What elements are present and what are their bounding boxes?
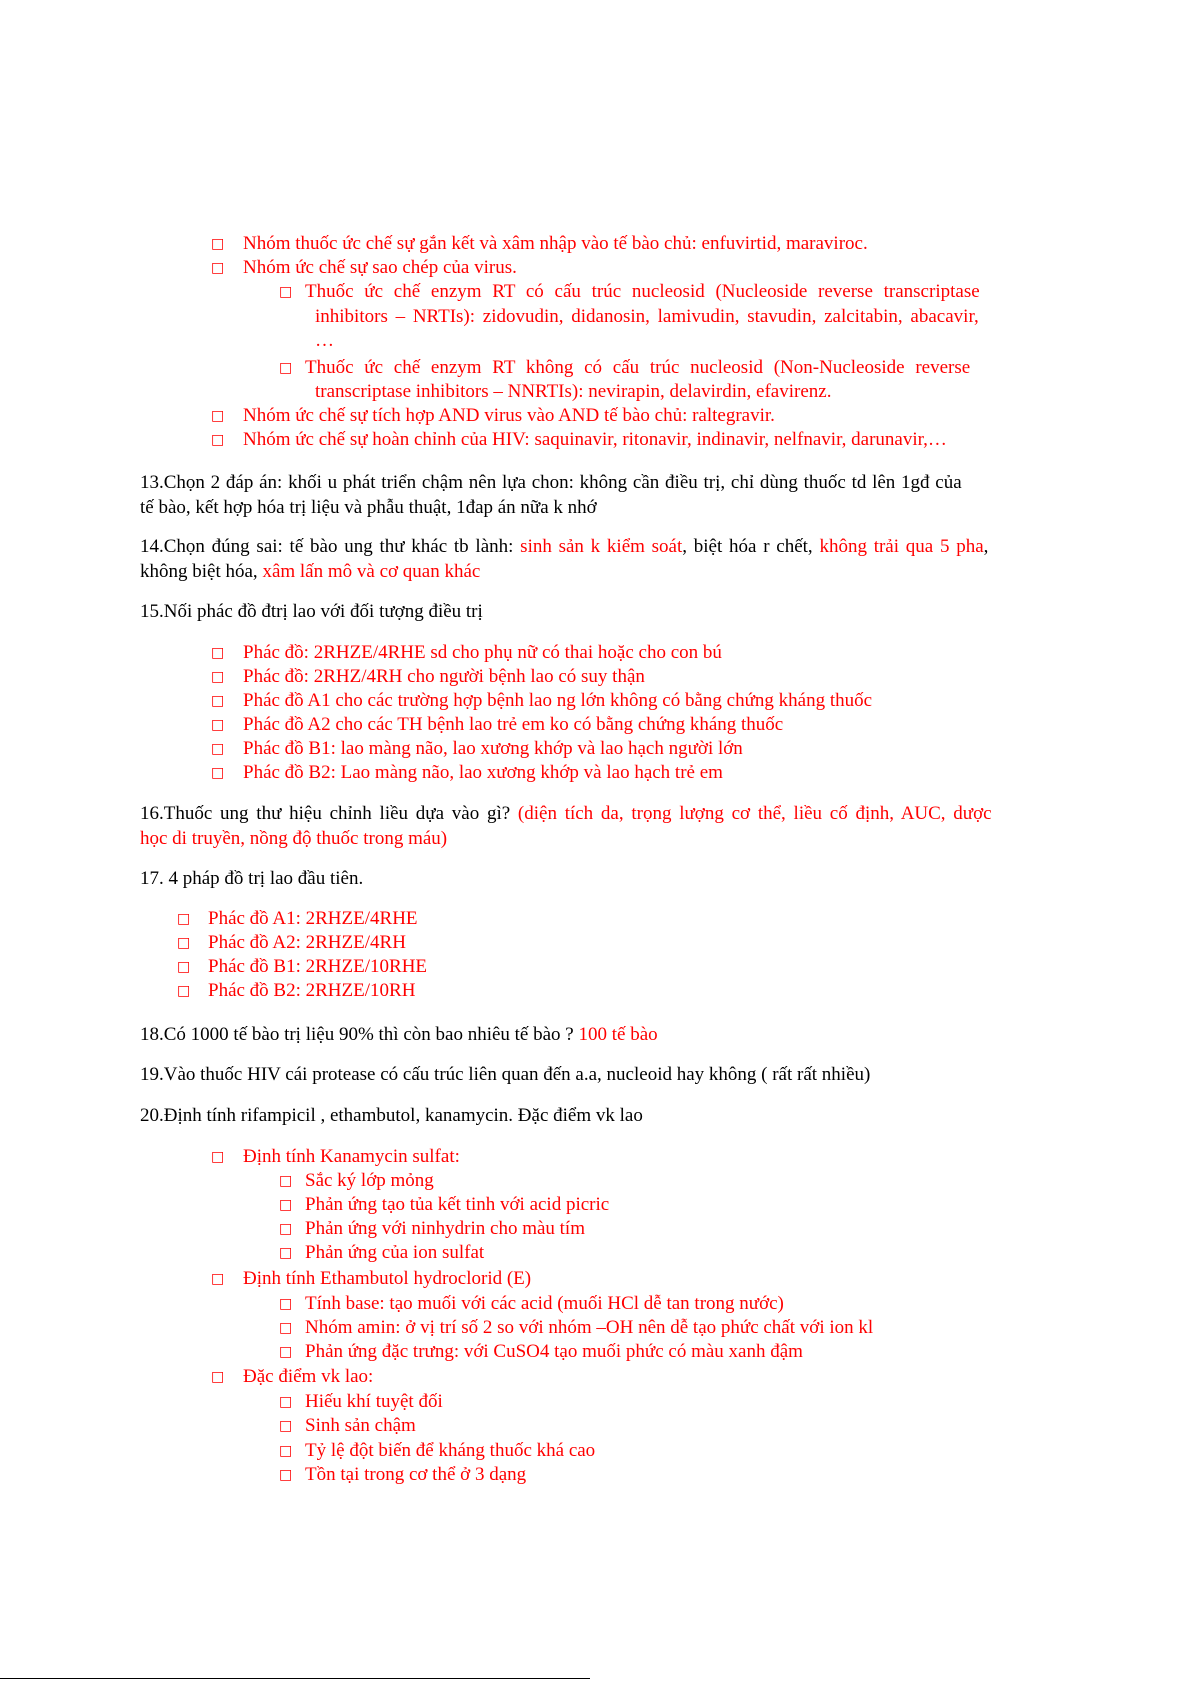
q16-answer: (diện tích da, trọng lượng cơ thể, liều cố định, AUC, dược — [517, 803, 992, 824]
q15-title: 15.Nối phác đồ đtrị lao với đối tượng điều trị — [140, 601, 483, 622]
bullet-icon: □ — [279, 1221, 293, 1237]
q13-line: 13.Chọn 2 đáp án: khối u phát triển chậm nên lựa chon: không cần điều trị, chỉ dùng thuốc td lên 1gđ của — [140, 472, 962, 493]
bullet-icon: □ — [211, 1149, 225, 1165]
list-item: Tính base: tạo muối với các acid (muối HCl dễ tan trong nước) — [305, 1293, 784, 1314]
bullet-icon: □ — [279, 1418, 293, 1434]
bullet-icon: □ — [211, 1271, 225, 1287]
list-item: Phác đồ B1: 2RHZE/10RHE — [208, 956, 428, 977]
list-item: Sắc ký lớp mỏng — [305, 1170, 434, 1191]
q13-line: tế bào, kết hợp hóa trị liệu và phẫu thuật, 1đap án nữa k nhớ — [140, 497, 597, 518]
list-item: Phác đồ A2: 2RHZE/4RH — [208, 932, 406, 953]
list-item: Định tính Ethambutol hydroclorid (E) — [243, 1268, 532, 1289]
question-18 — [140, 1022, 1140, 1047]
list-item: Phác đồ B2: 2RHZE/10RH — [208, 980, 416, 1001]
list-item: Phản ứng tạo tủa kết tinh với acid picric — [305, 1194, 610, 1215]
list-item: Phản ứng với ninhydrin cho màu tím — [305, 1218, 585, 1239]
bullet-icon: □ — [211, 645, 225, 661]
list-item: Nhóm amin: ở vị trí số 2 so với nhóm –OH nên dễ tạo phức chất với ion kl — [305, 1317, 874, 1338]
bullet-icon: □ — [211, 765, 225, 781]
list-item: Phác đồ: 2RHZE/4RHE sd cho phụ nữ có thai hoặc cho con bú — [243, 642, 722, 663]
list-item: … — [315, 330, 334, 351]
bullet-icon: □ — [177, 983, 191, 999]
list-item: Phản ứng đặc trưng: với CuSO4 tạo muối phức có màu xanh đậm — [305, 1341, 803, 1362]
bullet-icon: □ — [279, 1443, 293, 1459]
list-item: Hiếu khí tuyệt đối — [305, 1391, 443, 1412]
q14-answer: xâm lấn mô và cơ quan khác — [262, 561, 481, 582]
bullet-icon: □ — [279, 1467, 293, 1483]
list-item: Phác đồ A1: 2RHZE/4RHE — [208, 908, 418, 929]
list-item: Phác đồ B1: lao màng não, lao xương khớp và lao hạch người lớn — [243, 738, 743, 759]
q18-text: 18.Có 1000 tế bào trị liệu 90% thì còn bao nhiêu tế bào ? — [140, 1024, 579, 1045]
list-item: Phác đồ: 2RHZ/4RH cho người bệnh lao có suy thận — [243, 666, 645, 687]
bullet-icon: □ — [211, 408, 225, 424]
q16-text: 16.Thuốc ung thư hiệu chỉnh liều dựa vào gì? — [140, 803, 518, 824]
list-item: transcriptase inhibitors – NNRTIs): nevirapin, delavirdin, efavirenz. — [315, 381, 832, 402]
list-item: Thuốc ức chế enzym RT có cấu trúc nucleosid (Nucleoside reverse transcriptase — [305, 281, 980, 302]
q16-answer: học di truyền, nồng độ thuốc trong máu) — [140, 828, 448, 849]
q18-answer: 100 tế bào — [578, 1024, 658, 1045]
list-item: Phác đồ B2: Lao màng não, lao xương khớp và lao hạch trẻ em — [243, 762, 723, 783]
list-item: Định tính Kanamycin sulfat: — [243, 1146, 460, 1167]
list-item: Nhóm thuốc ức chế sự gắn kết và xâm nhập vào tế bào chủ: enfuvirtid, maraviroc. — [243, 233, 868, 254]
bullet-icon: □ — [279, 284, 293, 300]
list-item: Nhóm ức chế sự tích hợp AND virus vào AND tế bào chủ: raltegravir. — [243, 405, 775, 426]
bullet-icon: □ — [177, 911, 191, 927]
q20-title: 20.Định tính rifampicil , ethambutol, kanamycin. Đặc điểm vk lao — [140, 1105, 643, 1126]
list-item: Phác đồ A2 cho các TH bệnh lao trẻ em ko có bằng chứng kháng thuốc — [243, 714, 784, 735]
bullet-icon: □ — [279, 1394, 293, 1410]
bullet-icon: □ — [211, 432, 225, 448]
list-item: Thuốc ức chế enzym RT không có cấu trúc nucleosid (Non-Nucleoside reverse — [305, 357, 971, 378]
bullet-icon: □ — [211, 669, 225, 685]
footer-divider — [0, 1678, 590, 1679]
list-item: Tỷ lệ đột biến để kháng thuốc khá cao — [305, 1440, 596, 1461]
bullet-icon: □ — [211, 1369, 225, 1385]
list-item: Nhóm ức chế sự hoàn chỉnh của HIV: saquinavir, ritonavir, indinavir, nelfnavir, darunavir,… — [243, 429, 947, 450]
bullet-icon: □ — [279, 1197, 293, 1213]
list-item: inhibitors – NRTIs): zidovudin, didanosin, lamivudin, stavudin, zalcitabin, abacavir, — [315, 306, 979, 327]
bullet-icon: □ — [279, 1320, 293, 1336]
q14-answer: không trải qua 5 pha — [819, 536, 984, 557]
q17-title: 17. 4 pháp đồ trị lao đầu tiên. — [140, 868, 364, 889]
bullet-icon: □ — [279, 1296, 293, 1312]
bullet-icon: □ — [177, 959, 191, 975]
q14-text: , biệt hóa r chết, — [682, 536, 820, 557]
list-item: Phác đồ A1 cho các trường hợp bệnh lao ng lớn không có bằng chứng kháng thuốc — [243, 690, 873, 711]
bullet-icon: □ — [279, 1245, 293, 1261]
bullet-icon: □ — [177, 935, 191, 951]
list-item: Tồn tại trong cơ thể ở 3 dạng — [305, 1464, 527, 1485]
bullet-icon: □ — [211, 260, 225, 276]
q14-answer: sinh sản k kiểm soát — [520, 536, 683, 557]
bullet-icon: □ — [279, 1173, 293, 1189]
question-14 — [140, 534, 1140, 584]
list-item: Phản ứng của ion sulfat — [305, 1242, 485, 1263]
question-15 — [140, 599, 1140, 624]
bullet-icon: □ — [279, 360, 293, 376]
question-13 — [140, 470, 1140, 520]
bullet-icon: □ — [211, 741, 225, 757]
q14-text: , — [983, 536, 989, 557]
bullet-icon: □ — [279, 1344, 293, 1360]
question-20 — [140, 1103, 1140, 1128]
list-item: Sinh sản chậm — [305, 1415, 416, 1436]
bullet-icon: □ — [211, 693, 225, 709]
list-item: Đặc điểm vk lao: — [243, 1366, 374, 1387]
q14-text: 14.Chọn đúng sai: tế bào ung thư khác tb lành: — [140, 536, 521, 557]
q19-text: 19.Vào thuốc HIV cái protease có cấu trúc liên quan đến a.a, nucleoid hay không ( rất rất nhiều) — [140, 1064, 871, 1085]
bullet-icon: □ — [211, 717, 225, 733]
question-17 — [140, 866, 1140, 891]
bullet-icon: □ — [211, 236, 225, 252]
question-16 — [140, 801, 1140, 851]
q14-text: không biệt hóa, — [140, 561, 263, 582]
question-19 — [140, 1062, 1140, 1087]
list-item: Nhóm ức chế sự sao chép của virus. — [243, 257, 517, 278]
